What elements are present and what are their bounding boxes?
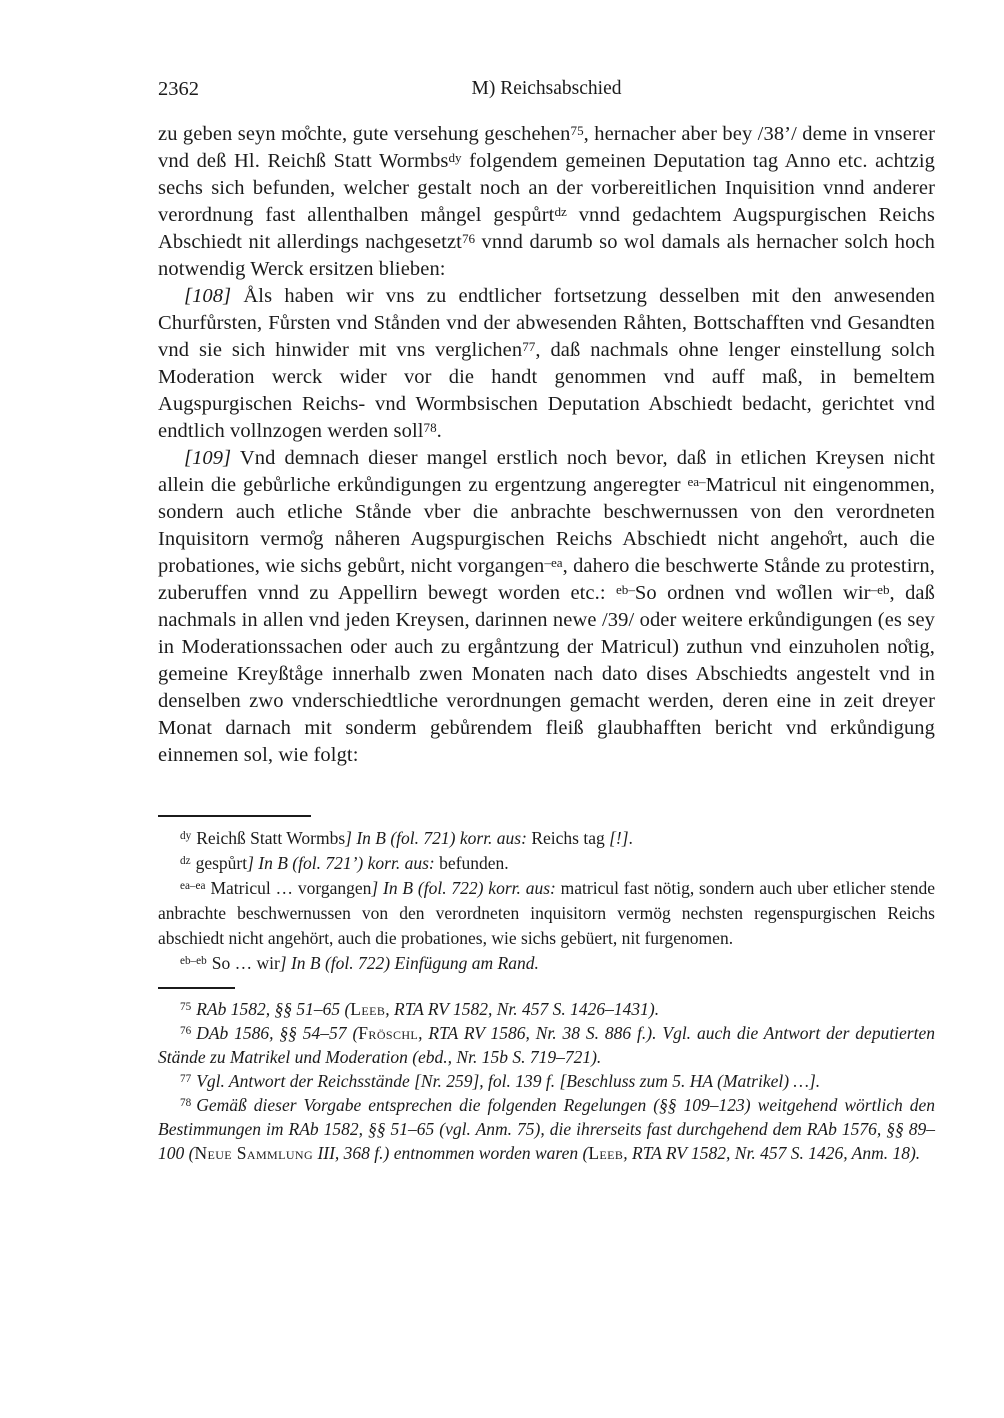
text-segment: , RTA RV 1586, Nr. 38 S. 886 f.). Vgl. auch die Antwort der deputierten Stände zu Matrikel und Moderation (ebd., Nr. 15b S. 719–721). [158,1023,935,1067]
text-segment: [!] [609,828,629,848]
page-content [158,78,935,1165]
text-segment: Leeb [588,1143,624,1163]
paragraph [158,445,935,769]
paragraph [158,283,935,445]
footnotes-divider [158,987,235,989]
footnote-label: dy [180,830,192,843]
footnote-label: ea–ea [180,880,206,893]
text-segment: Reichß Statt Wormbs [196,828,346,848]
text-segment: ] In B (fol. 722) korr. aus: [371,878,561,898]
superscript-ref: dy [448,149,462,165]
apparatus-entry [158,851,935,876]
footnote-label: dz [180,855,191,868]
page-number: 2362 [158,78,199,100]
running-title: M) Reichsabschied [471,78,622,99]
text-segment: Gemäß dieser Vorgabe entsprechen die folgenden Regelungen (§§ 109–123) weitgehend wörtlich den Bestimmungen im RAb 1582, §§ 51–65 (vgl. Anm. 75), die ihrerseits fast durchgehend dem RAb 1576, §§ 89–100 ( [158,1095,935,1163]
text-segment: ] In B (fol. 722) Einfügung am Rand. [279,953,539,973]
superscript-ref: –eb [870,581,890,597]
text-segment: Vnd demnach dieser mangel erstlich noch bevor, daß in etlichen Kreysen nicht allein die gebůrliche erkůndigungen zu ergentzung angeregter [158,447,935,496]
superscript-ref: 76 [461,230,476,246]
text-segment: gespůrt [195,853,248,873]
text-segment: , dahero die beschwerte Stånde zu protestirn, zuberuffen vnnd zu Appellirn bewegt worden etc.: [158,555,936,604]
text-segment: zu geben seyn mo̊chte, gute versehung geschehen [158,123,571,145]
text-segment: , RTA RV 1582, Nr. 457 S. 1426, Anm. 18). [623,1143,921,1163]
superscript-ref: 75 [570,122,584,138]
footnote-label: 76 [180,1025,192,1038]
footnote-label: eb–eb [180,955,207,968]
text-segment: III, 368 f.) entnommen worden waren ( [313,1143,589,1163]
text-segment: Vgl. Antwort der Reichsstände [Nr. 259], fol. 139 f. [Beschluss zum 5. HA (Matrikel) …]. [196,1071,821,1091]
text-segment: , daß nachmals ohne lenger einstellung solch Moderation werck wider vor die handt genommen vnd auff maß, in bemeltem Augspurgischen Reichs- vnd Wormbsischen Deputation Abschiedt bedacht, gerichtet vnd endtlich vollnzogen werden soll [158,339,936,442]
text-segment: vnnd darumb so wol damals als hernacher solch hoch notwendig Werck ersitzen blieben: [158,231,935,280]
page-header [158,78,935,104]
text-segment: Leeb [350,999,386,1019]
text-segment: . [628,828,633,848]
superscript-ref: 77 [522,338,536,354]
superscript-ref: eb– [615,581,635,597]
paragraph [158,121,935,283]
text-segment: Åls haben wir vns zu endtlicher fortsetzung desselben mit den anwesenden Churfůrsten, Fůrsten vnd Stånden vnd der abwesenden Råhten, Bottschafften vnd Gesandten vnd sie sich hinwider mit vns verglichen [158,285,935,361]
text-segment: vnnd gedachtem Augspurgischen Reichs Abschiedt nit allerdings nachgesetzt [158,204,935,253]
text-segment: DAb 1586, §§ 54–57 ( [196,1023,359,1043]
apparatus-entry [158,951,935,976]
footnote-label: 75 [180,1001,192,1014]
text-segment: ] In B (fol. 721) korr. aus: [345,828,532,848]
footnote-entry [158,1069,935,1093]
footnote-entries [158,997,935,1165]
text-segment: [109] [184,447,232,469]
superscript-ref: 78 [423,419,437,435]
superscript-ref: –ea [544,554,563,570]
text-segment: Fröschl [358,1023,419,1043]
text-segment: , hernacher aber bey /38’/ deme in vnserer vnd deß Hl. Reichß Statt Wormbs [158,123,935,172]
text-segment: [108] [184,285,232,307]
text-segment: ] In B (fol. 721’) korr. aus: [247,853,440,873]
superscript-ref: ea– [687,473,706,489]
superscript-ref: dz [554,203,567,219]
apparatus-divider [158,815,311,817]
footnote-label: 77 [180,1073,192,1086]
text-segment: So … wir [211,953,280,973]
text-segment: befunden. [439,853,509,873]
text-segment: Neue Sammlung [194,1143,314,1163]
text-segment: folgendem gemeinen Deputation tag Anno etc. achtzig sechs sich befunden, welcher gestalt noch an der vorbereitlichen Inquisition vnnd anderer verordnung fast allenthalben mångel gespůrt [158,150,935,226]
footnote-entry [158,997,935,1021]
text-segment: So ordnen vnd wo̊llen wir [634,582,871,604]
apparatus-entries [158,826,935,976]
footnotes-section [158,987,935,1165]
apparatus-entry [158,876,935,951]
text-segment: , RTA RV 1582, Nr. 457 S. 1426–1431). [385,999,660,1019]
text-segment: Matricul nit eingenommen, sondern auch etliche Stånde vber die anbrachte beschwernussen von den verordneten Inquisitorn vermo̊g nåheren Augspurgischen Reichs Abschiedt nicht angeho̊rt, auch die probationes, wie sichs gebůrt, nicht vorgangen [158,474,935,577]
text-segment: , daß nachmals in allen vnd jeden Kreysen, darinnen newe /39/ oder weitere erkůndigungen (es sey in Moderationssachen oder auch zu ergåntzung der Matricul) zuthun vnd einzuholen no̊tig, gemeine Kreyßtåge innerhalb zwen Monaten nach dato dises Abschiedts angestelt vnd in denselben zwo vnderschiedtliche verordnungen gemacht werden, deren eine in zeit dreyer Monat darnach mit sonderm gebůrendem fleiß glaubhafften bericht vnd erkůndigung einnemen sol, wie folgt: [158,582,935,766]
text-segment: Reichs tag [531,828,610,848]
footnote-label: 78 [180,1097,192,1110]
footnote-entry [158,1021,935,1069]
text-segment: Matricul … vorgangen [210,878,372,898]
text-segment: RAb 1582, §§ 51–65 ( [196,999,351,1019]
footnote-entry [158,1093,935,1165]
apparatus-entry [158,826,935,851]
text-segment: . [436,420,442,442]
apparatus-section [158,815,935,976]
main-text [158,121,935,769]
text-segment: matricul fast nötig, sondern auch uber etlicher stende anbrachte beschwernussen von den verordneten inquisitorn vermög nechsten regenspurgischen Reichs abschiedt nicht angehört, auch die probationes, wie sichs gebüert, nit furgenomen. [158,878,935,948]
